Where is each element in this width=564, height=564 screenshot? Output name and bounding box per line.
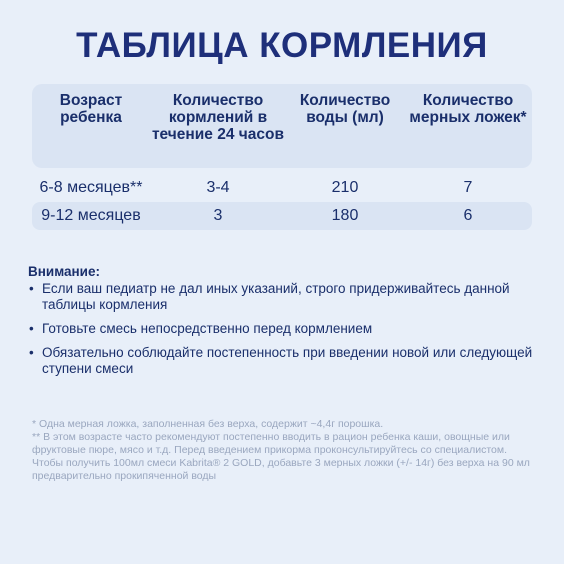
- cell-water: 180: [331, 207, 359, 224]
- cell-scoops: 7: [463, 179, 473, 196]
- footnote: ** В этом возрасте часто рекомендуют постепенно вводить в рацион ребенка каши, овощные или фруктовые пюре, мясо и т.д. Перед введением прикорма проконсультируйтесь со специалистом.: [32, 431, 510, 456]
- bullet-icon: •: [29, 345, 34, 360]
- footnote: * Одна мерная ложка, заполненная без верха, содержит ~4,4г порошка.: [32, 418, 384, 430]
- footnotes: [32, 418, 532, 483]
- table-row: [32, 202, 532, 230]
- list-item: [28, 345, 538, 377]
- header-water: Количество воды (мл): [299, 92, 391, 126]
- cell-feedings: 3-4: [206, 179, 230, 196]
- notice-section: [28, 264, 538, 385]
- cell-scoops: 6: [463, 207, 473, 224]
- header-age: Возраст ребенка: [59, 92, 123, 126]
- footnote: Чтобы получить 100мл смеси Kabrita® 2 GOLD, добавьте 3 мерных ложки (+/- 14г) без верха на 90 мл предварительно прокипяченной воды: [32, 457, 530, 482]
- notice-title: Внимание:: [28, 264, 100, 279]
- cell-feedings: 3: [213, 207, 223, 224]
- cell-age: 6-8 месяцев**: [39, 179, 143, 196]
- list-item: [28, 321, 538, 337]
- notice-text: Обязательно соблюдайте постепенность при введении новой или следующей ступени смеси: [42, 345, 533, 376]
- table-row: [32, 174, 532, 202]
- list-item: [28, 281, 538, 313]
- table-header: [32, 84, 532, 168]
- header-scoops: Количество мерных ложек*: [409, 92, 527, 126]
- header-feedings: Количество кормлений в течение 24 часов: [151, 92, 285, 143]
- page-title: ТАБЛИЦА КОРМЛЕНИЯ: [76, 26, 488, 65]
- cell-water: 210: [331, 179, 359, 196]
- notice-text: Готовьте смесь непосредственно перед кормлением: [42, 321, 373, 336]
- notice-text: Если ваш педиатр не дал иных указаний, строго придерживайтесь данной таблицы кормления: [42, 281, 510, 312]
- cell-age: 9-12 месяцев: [41, 207, 141, 224]
- bullet-icon: •: [29, 281, 34, 296]
- feeding-table: [32, 84, 532, 230]
- notice-list: [28, 281, 538, 377]
- bullet-icon: •: [29, 321, 34, 336]
